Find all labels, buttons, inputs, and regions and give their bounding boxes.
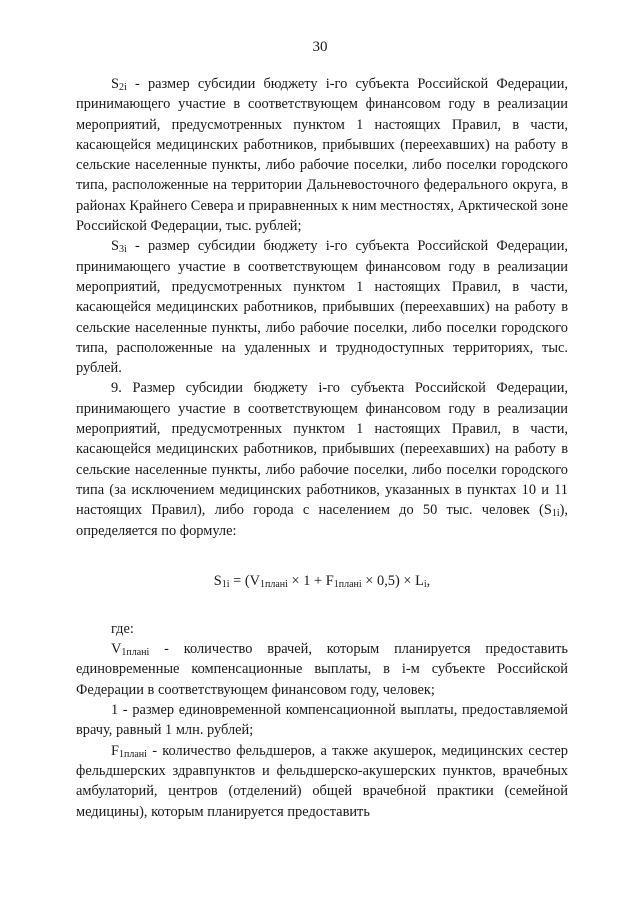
where-label: где: [111, 620, 134, 637]
paragraph-item-9 [76, 378, 568, 540]
formula-l-subscript: i [423, 578, 427, 590]
paragraph-s2i-definition [76, 74, 568, 236]
definition-f [76, 741, 568, 822]
paragraph-text: - размер субсидии бюджету i-го субъекта Российской Федерации, принимающего участие в соответствующем финансовом году в реализации мероприятий, предусмотренных пунктом 1 настоящих Правил, в части, касающейся медицинских работников, прибывших (переехавших) на работу в сельские населенные пункты, либо рабочие поселки, либо поселки городского типа, расположенные на территории Дальневосточного федерального округа, в районах Крайнего Севера и приравненных к ним местностях, Арктической зоне Российской Федерации, тыс. рублей; [76, 76, 568, 235]
variable-name: S [111, 76, 120, 92]
definition-v [76, 639, 568, 700]
variable-name: F [111, 742, 120, 759]
variable-name: V [111, 641, 122, 658]
variable-name: S [111, 238, 120, 255]
paragraph-s3i-definition [76, 236, 568, 378]
formula-part: × 0,5) × L [361, 572, 424, 589]
formula-part: , [426, 572, 431, 589]
definition-text: 1 - размер единовременной компенсационной выплаты, предоставляемой врачу, равный 1 млн. рублей; [76, 702, 568, 739]
formula-part: × 1 + F [287, 572, 334, 589]
paragraph-text: - размер субсидии бюджету i-го субъекта Российской Федерации, принимающего участие в соответствующем финансовом году в реализации мероприятий, предусмотренных пунктом 1 настоящих Правил, в части, касающейся медицинских работников, прибывших (переехавших) на работу в сельские населенные пункты, либо рабочие поселки, либо поселки городского типа, расположенные на удаленных и труднодоступных территориях, тыс. рублей. [76, 238, 568, 377]
paragraph-text: 9. Размер субсидии бюджету i-го субъекта Российской Федерации, принимающего участие в соответствующем финансовом году в реализации мероприятий, предусмотренных пунктом 1 настоящих Правил, в части, касающейся медицинских работников, прибывших (переехавших) на работу в сельские населенные пункты, либо рабочие поселки, либо поселки городского типа (за исключением медицинских работников, указанных в пунктах 10 и 11 настоящих Правил), либо города с населением до 50 тыс. человек ( [76, 380, 568, 519]
variable-subscript: 1i [551, 508, 560, 520]
variable-subscript: 1плані [121, 647, 150, 659]
formula-lhs-subscript: 1i [221, 578, 230, 590]
variable-subscript: 3i [119, 244, 127, 256]
formula [76, 571, 568, 591]
formula-v-subscript: 1плані [260, 578, 288, 590]
page-number: 30 [312, 39, 328, 55]
definition-one [76, 700, 568, 741]
formula-part: = (V [229, 572, 261, 589]
paragraph-text-end: ), определяется по формуле: [76, 502, 568, 539]
definition-text: - количество врачей, которым планируется предоставить единовременные компенсационные выплаты, в i-м субъекте Российской Федерации в соответствующем финансовом году, человек; [76, 641, 568, 698]
variable-subscript: 2i [119, 82, 127, 93]
document-body [76, 74, 568, 822]
definition-text: - количество фельдшеров, а также акушерок, медицинских сестер фельдшерских здравпунктов и фельдшерско-акушерских пунктов, врачебных амбулаторий, центров (отделений) общей врачебной практики (семейной медицины), которым планируется предоставить [76, 742, 568, 820]
variable-subscript: 1плані [119, 748, 147, 760]
formula-lhs: S [213, 572, 222, 589]
variable-name: S [543, 502, 552, 519]
formula-f-subscript: 1плані [333, 578, 362, 590]
